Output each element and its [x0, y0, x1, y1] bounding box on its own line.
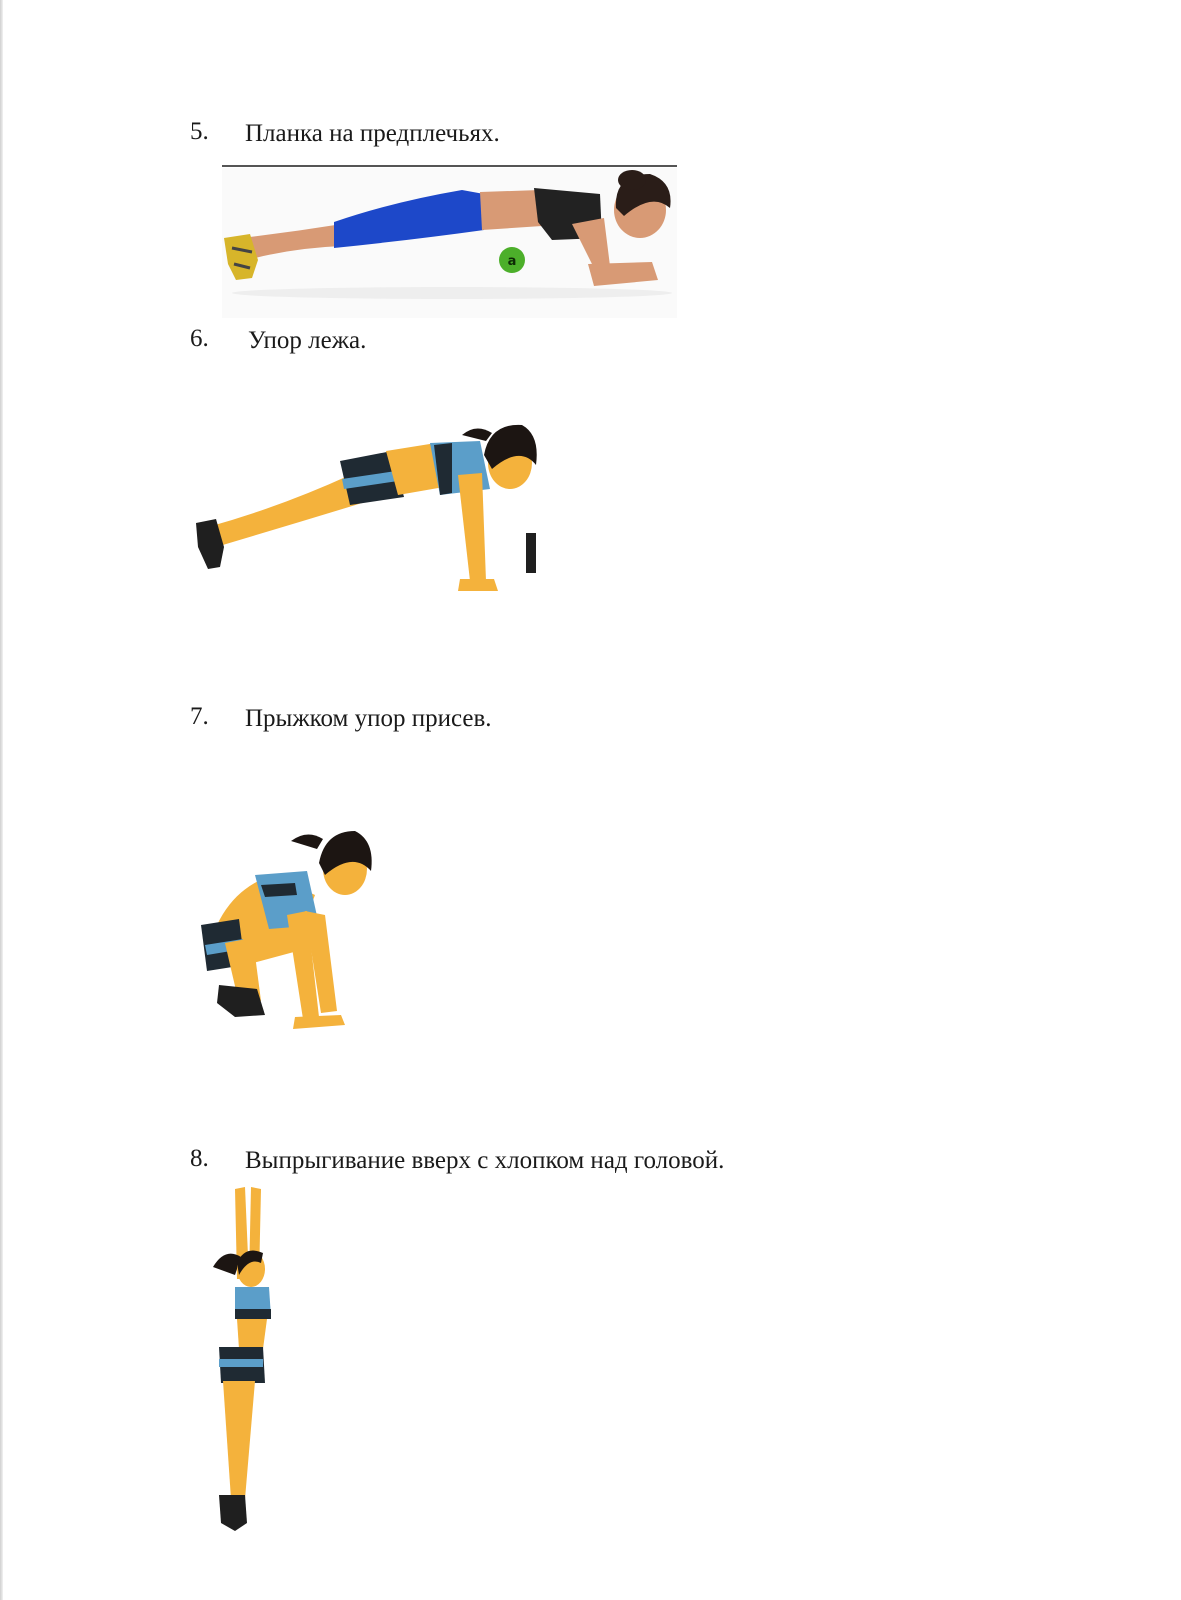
exercise-title: Планка на предплечьях.	[245, 120, 500, 147]
forearm-plank-photo	[222, 168, 677, 318]
scan-edge	[0, 0, 3, 1600]
jump-clap-overhead-illustration	[205, 1183, 285, 1543]
push-up-position-illustration	[190, 415, 540, 600]
image-top-rule	[222, 165, 677, 167]
exercise-title: Прыжком упор присев.	[245, 705, 492, 732]
exercise-number: 5.	[190, 118, 209, 145]
photo-badge-label: a	[507, 254, 517, 269]
exercise-number: 7.	[190, 703, 209, 730]
exercise-number: 6.	[190, 325, 209, 352]
exercise-title: Выпрыгивание вверх с хлопком над головой.	[245, 1147, 725, 1174]
squat-support-illustration	[195, 825, 375, 1040]
exercise-title: Упор лежа.	[248, 327, 367, 354]
exercise-number: 8.	[190, 1145, 209, 1172]
